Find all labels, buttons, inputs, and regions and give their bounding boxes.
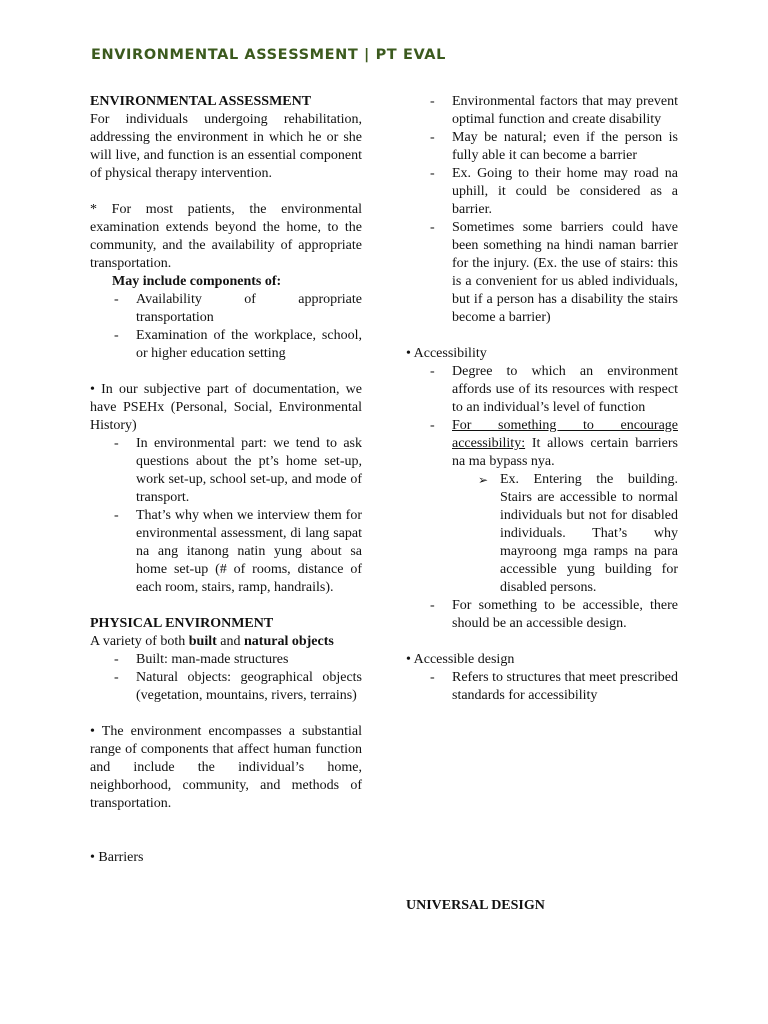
- list-item: - Ex. Going to their home may road na uphill, it could be considered as a barrier.: [406, 165, 678, 219]
- list-item: - Degree to which an environment affords use of its resources with respect to an individual’s level of function: [406, 363, 678, 417]
- section-heading-physical-environment: PHYSICAL ENVIRONMENT: [90, 616, 274, 631]
- most-patients-paragraph: * For most patients, the environmental examination extends beyond the home, to the community, and the availability of appropriate transportation.: [90, 202, 362, 271]
- section-heading-universal-design: UNIVERSAL DESIGN: [406, 898, 545, 913]
- underlined-phrase: For something to encourage accessibility:: [452, 418, 678, 451]
- document-header: ENVIRONMENTAL ASSESSMENT | PT EVAL: [91, 47, 446, 63]
- list-item: - Refers to structures that meet prescribed standards for accessibility: [406, 669, 678, 705]
- list-item: - Availability of appropriate transportation: [90, 291, 362, 327]
- section-heading-environmental-assessment: ENVIRONMENTAL ASSESSMENT: [90, 94, 312, 109]
- example-list: [406, 471, 678, 597]
- subjective-list: [90, 435, 362, 597]
- left-column: [90, 93, 362, 867]
- may-include-subheading: May include components of:: [112, 274, 282, 289]
- list-item: ➢ Ex. Entering the building. Stairs are accessible to normal individuals but not for disabled individuals. That’s why mayroong mga ramps na para accessible yung building for disabled persons.: [406, 471, 678, 597]
- subjective-paragraph: • In our subjective part of documentation, we have PSEHx (Personal, Social, Environmental History): [90, 382, 362, 433]
- design-list: [406, 669, 678, 705]
- accessible-design-bullet: • Accessible design: [406, 652, 515, 667]
- physical-list: [90, 651, 362, 705]
- accessibility-list: [406, 363, 678, 471]
- intro-paragraph: For individuals undergoing rehabilitation, addressing the environment in which he or she will live, and function is an essential component of physical therapy intervention.: [90, 112, 362, 181]
- list-item: - Sometimes some barriers could have been something na hindi naman barrier for the injury. (Ex. the use of stairs: this is a convenient for us abled individuals, but if a person has a disability the stairs become a barrier): [406, 219, 678, 327]
- barriers-bullet: • Barriers: [90, 850, 144, 865]
- list-item: - Natural objects: geographical objects (vegetation, mountains, rivers, terrains): [90, 669, 362, 705]
- components-list: [90, 291, 362, 363]
- list-item: - Built: man-made structures: [90, 651, 362, 669]
- list-item: - For something to be accessible, there should be an accessible design.: [406, 597, 678, 633]
- list-item: - That’s why when we interview them for environmental assessment, di lang sapat na ang itanong natin yung about sa home set-up (# of rooms, distance of each room, stairs, ramp, handrails).: [90, 507, 362, 597]
- accessibility-bullet: • Accessibility: [406, 346, 487, 361]
- list-item: - May be natural; even if the person is fully able it can become a barrier: [406, 129, 678, 165]
- right-column: [406, 93, 678, 705]
- encompasses-paragraph: • The environment encompasses a substantial range of components that affect human function and include the individual’s home, neighborhood, community, and methods of transportation.: [90, 724, 362, 811]
- list-item: - For something to encourage accessibility: It allows certain barriers na ma bypass nya.: [406, 417, 678, 471]
- list-item: - Environmental factors that may prevent optimal function and create disability: [406, 93, 678, 129]
- accessibility-list-continued: [406, 597, 678, 633]
- list-item: - Examination of the workplace, school, or higher education setting: [90, 327, 362, 363]
- barriers-list: [406, 93, 678, 327]
- physical-intro: A variety of both built and natural objects: [90, 634, 334, 649]
- list-item: - In environmental part: we tend to ask questions about the pt’s home set-up, work set-up, school set-up, and mode of transport.: [90, 435, 362, 507]
